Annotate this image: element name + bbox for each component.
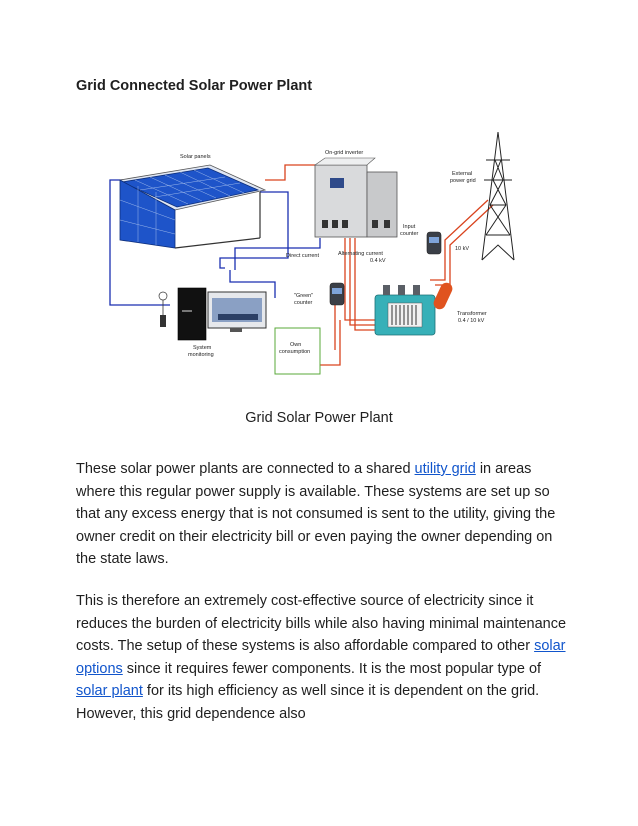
paragraph-1-text-1: These solar power plants are connected to a shared [76, 461, 415, 477]
system-monitoring [159, 288, 266, 340]
label-external-grid-1: External [452, 171, 473, 177]
label-direct-current: Direct current [286, 253, 320, 259]
label-transformer-2: 0.4 / 10 kV [458, 318, 485, 324]
figure-caption: Grid Solar Power Plant [245, 410, 393, 426]
label-input-counter-1: Input [403, 224, 416, 230]
solar-panels [120, 165, 265, 248]
label-inverter: On-grid inverter [325, 150, 364, 156]
link-solar-options[interactable]: solar options [76, 638, 566, 677]
label-transformer-1: Transformer [457, 311, 487, 317]
paragraph-1-text-2: in areas where this regular power supply is available. These systems are set up so that any excess energy that is not consumed is sent to the utility, giving the owner credit on their electricity bill or even paying the owner depending on the state laws. [76, 461, 556, 567]
label-own-consumption-2: consumption [279, 349, 311, 355]
label-external-grid-2: power grid [450, 178, 476, 184]
label-system-monitoring-1: System [193, 345, 212, 351]
ac-wire-left [265, 165, 315, 180]
label-alternating-current-2: 0.4 kV [370, 258, 386, 264]
label-10kv: 10 kV [455, 246, 470, 252]
label-solar-panels: Solar panels [180, 154, 211, 160]
transmission-tower [482, 132, 514, 260]
label-green-counter-2: counter [294, 300, 313, 306]
label-system-monitoring-2: monitoring [188, 352, 214, 358]
link-utility-grid[interactable]: utility grid [414, 461, 476, 477]
green-counter [330, 283, 344, 305]
page-heading: Grid Connected Solar Power Plant [76, 78, 313, 94]
dc-wire-panel-inverter [220, 192, 288, 268]
paragraph-2 [76, 590, 568, 725]
label-alternating-current-1: Alternating current [338, 251, 383, 257]
paragraph-2-text-2: since it requires fewer components. It is the most popular type of [122, 660, 542, 677]
on-grid-inverter [315, 158, 397, 237]
label-green-counter-1: "Green" [294, 293, 314, 299]
link-solar-plant[interactable]: solar plant [76, 683, 143, 699]
paragraph-2-text-1: This is therefore an extremely cost-effective source of electricity since it reduces the burden of electricity bills while also having minimal maintenance costs. The setup of these systems is also affordable compared to other [76, 593, 567, 654]
solar-plant-diagram [100, 120, 540, 382]
label-own-consumption-1: Own [290, 342, 302, 348]
input-counter [427, 232, 441, 254]
paragraph-1 [76, 458, 568, 571]
transformer [375, 281, 454, 335]
label-input-counter-2: counter [400, 231, 419, 237]
paragraph-2-text-3: for its high efficiency as well since it is dependent on the grid. However, this grid dependence also [76, 683, 540, 722]
